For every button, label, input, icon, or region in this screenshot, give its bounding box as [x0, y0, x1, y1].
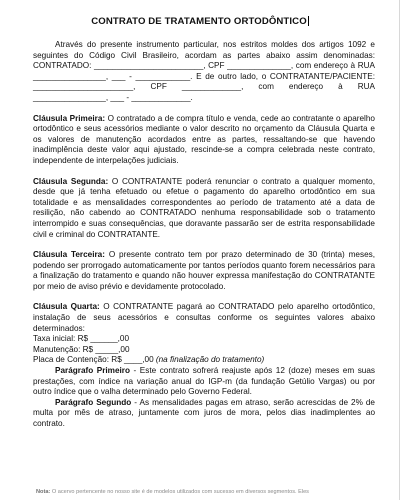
footer-label: Nota:	[36, 489, 51, 495]
clause-2-heading: Cláusula Segunda:	[33, 176, 109, 186]
value-placa-label: Placa de Contenção: R$ ____,00	[33, 355, 156, 365]
clause-3-text: O presente contrato tem por prazo determinado de 30 (trinta) meses, podendo ser prorrogado automaticamente por tantos períodos quanto forem necessários para a finalização do tratamento e quando não houver expressa manifestação do CONTRATANTE por meio de aviso prévio e devidamente protocolado.	[33, 250, 375, 291]
value-manutencao: Manutenção: R$ _____,00	[33, 344, 130, 354]
paragraph-2-text: - As mensalidades pagas em atraso, serão acrescidas de 2% de multa por mês de atraso, juntamente com juros de mora, pelos dias inadimplentes ao contrato.	[33, 397, 375, 428]
text-cursor	[308, 16, 309, 26]
paragraph-1	[33, 366, 375, 398]
clause-2	[33, 177, 375, 241]
clause-3	[33, 250, 375, 292]
document-title: CONTRATO DE TRATAMENTO ORTODÔNTICO	[91, 16, 307, 27]
document-body[interactable]	[33, 40, 375, 430]
clause-4	[33, 302, 375, 334]
clause-4-text: O CONTRATANTE pagará ao CONTRATADO pelo aparelho ortodôntico, instalação de seus acessórios e consultas conforme os seguintes valores abaixo determinados:	[33, 302, 375, 333]
paragraph-1-text: - Este contrato sofrerá reajuste após 12 (doze) meses em suas prestações, com índice na variação anual do IGP-m (da fundação Getúlio Vargas) ou por outro índice que o valha determinado pelo Governo Federal.	[33, 366, 375, 397]
clause-1-heading: Cláusula Primeira:	[33, 113, 106, 123]
clause-4-heading: Cláusula Quarta:	[33, 302, 100, 312]
clause-1-text: O contratado a de compra título e venda, cede ao contratante o aparelho ortodôntico e seus acessórios mediante o valor descrito no orçamento da Cláusula Quarta e os valores de manutenção acordados entre as partes, ressaltando-se que havendo inadimplência deste valor aqui ajustado, rescinde-se a compra celebrada neste contrato, independente de interpelações judiciais.	[33, 113, 375, 165]
footer-note	[36, 489, 396, 495]
paragraph-2-heading: Parágrafo Segundo	[55, 397, 132, 407]
clause-2-text: O CONTRATANTE poderá renunciar o contrato a qualquer momento, desde que já tenha efetuado ou efetue o pagamento do aparelho ortodôntico em sua totalidade e as mensalidades correspondentes ao período de tratamento até a data de resilição, não cabendo ao CONTRATADO nenhuma responsabilidade sob o tratamento interrompido e suas consequências, que doravante passarão ser de estrita responsabilidade civil e criminal do CONTRATANTE.	[33, 176, 375, 239]
value-placa-contencao	[33, 355, 375, 366]
clause-1	[33, 114, 375, 167]
paragraph-2	[33, 398, 375, 430]
intro-paragraph: Através do presente instrumento particular, nos estritos moldes dos artigos 1092 e seguintes do Código Civil Brasileiro, acordam as partes abaixo assim denominadas: CONTRATADO: ________________________, CPF ______________, com endereço à RUA ________________, ___ - ____________. E de outro lado, o CONTRATANTE/PACIENTE: ______________________, CPF _____________, com endereço à RUA ________________, ___ - _____________.	[33, 40, 375, 102]
value-taxa-inicial: Taxa inicial: R$ ______,00	[33, 334, 130, 344]
clause-3-heading: Cláusula Terceira:	[33, 250, 105, 260]
footer-text: O acervo pertencente no nosso site é de modelos utilizados com sucesso em diversos segmentos. Eles	[50, 489, 309, 495]
paragraph-1-heading: Parágrafo Primeiro	[55, 366, 130, 376]
value-placa-note: (na finalização do tratamento)	[155, 355, 265, 365]
